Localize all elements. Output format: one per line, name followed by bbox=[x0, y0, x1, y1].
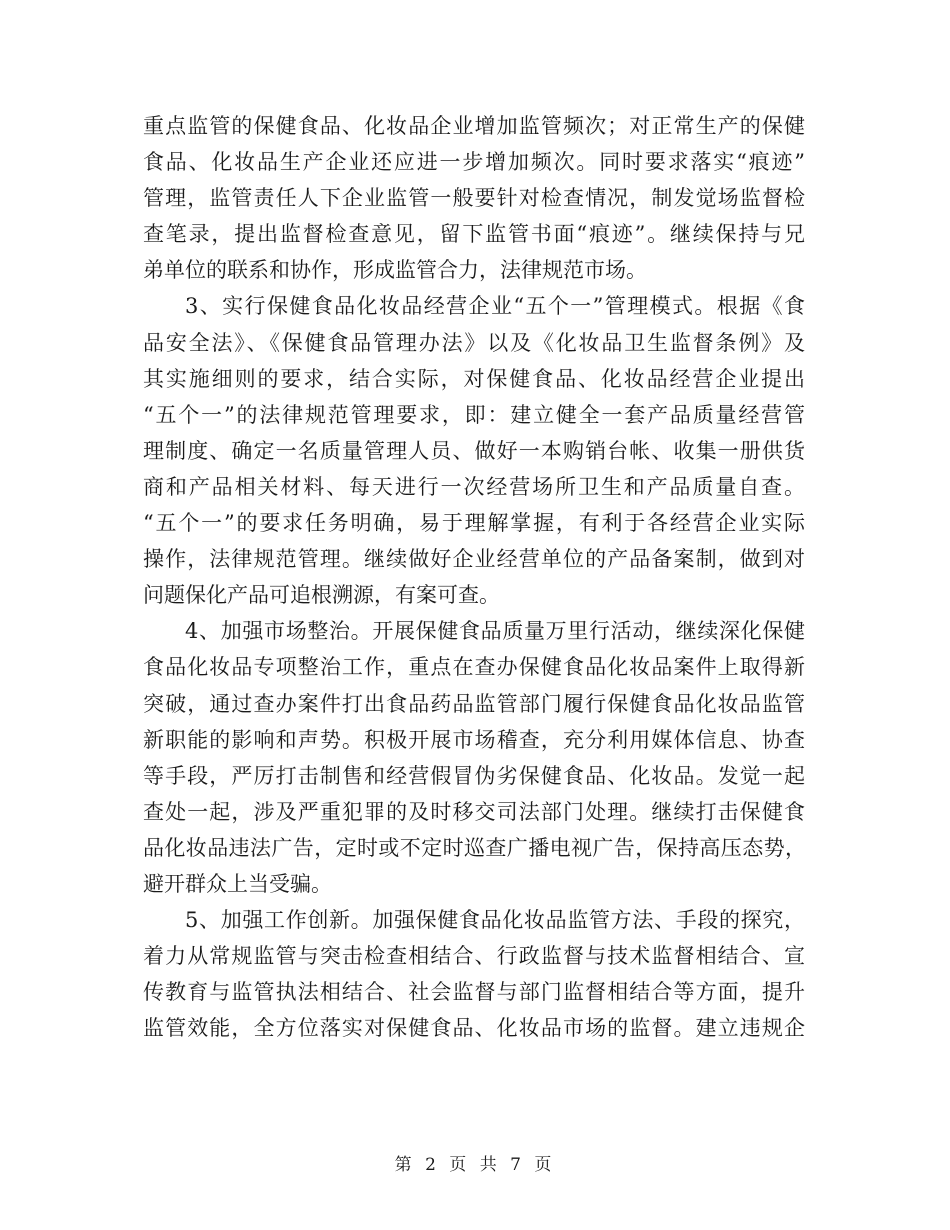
text-line: 着力从常规监管与突击检查相结合、行政监督与技术监督相结合、宣 bbox=[143, 944, 805, 969]
text-line: 弟单位的联系和协作，形成监管合力，法律规范市场。 bbox=[143, 258, 647, 283]
text-line: 传教育与监管执法相结合、社会监督与部门监督相结合等方面，提升 bbox=[143, 980, 805, 1005]
text-line: 管理，监管责任人下企业监管一般要针对检查情况，制发觉场监督检 bbox=[143, 186, 805, 211]
text-line: 品化妆品违法广告，定时或不定时巡查广播电视广告，保持高压态势， bbox=[143, 835, 805, 860]
text-line: “五个一”的要求任务明确，易于理解掌握，有利于各经营企业实际 bbox=[143, 511, 805, 536]
text-line: 重点监管的保健食品、化妆品企业增加监管频次；对正常生产的保健 bbox=[143, 114, 805, 138]
text-line: 食品、化妆品生产企业还应进一步增加频次。同时要求落实“痕迹” bbox=[143, 150, 805, 175]
text-line: 查处一起，涉及严重犯罪的及时移交司法部门处理。继续打击保健食 bbox=[143, 799, 805, 824]
text-line: 查笔录，提出监督检查意见，留下监管书面“痕迹”。继续保持与兄 bbox=[143, 222, 805, 247]
text-line: 新职能的影响和声势。积极开展市场稽查，充分利用媒体信息、协查 bbox=[143, 727, 805, 752]
page-number-footer: 第 2 页 共 7 页 bbox=[394, 1155, 556, 1175]
text-line: 问题保化产品可追根溯源，有案可查。 bbox=[143, 583, 500, 608]
text-line: 等手段，严厉打击制售和经营假冒伪劣保健食品、化妆品。发觉一起 bbox=[143, 763, 805, 788]
text-line: 其实施细则的要求，结合实际，对保健食品、化妆品经营企业提出 bbox=[143, 366, 805, 391]
text-line: 突破，通过查办案件打出食品药品监管部门履行保健食品化妆品监管 bbox=[143, 691, 805, 716]
text-line: 商和产品相关材料、每天进行一次经营场所卫生和产品质量自查。 bbox=[143, 474, 805, 499]
text-line: 避开群众上当受骗。 bbox=[143, 871, 332, 896]
paragraph-3-first-line: 3、实行保健食品化妆品经营企业“五个一”管理模式。根据《食 bbox=[185, 294, 805, 319]
paragraph-4-first-line: 4、加强市场整治。开展保健食品质量万里行活动，继续深化保健 bbox=[185, 619, 805, 644]
text-line: 监管效能，全方位落实对保健食品、化妆品市场的监督。建立违规企 bbox=[143, 1016, 805, 1041]
text-line: “五个一”的法律规范管理要求，即：建立健全一套产品质量经营管 bbox=[143, 402, 805, 427]
text-line: 食品化妆品专项整治工作，重点在查办保健食品化妆品案件上取得新 bbox=[143, 655, 805, 680]
paragraph-5-first-line: 5、加强工作创新。加强保健食品化妆品监管方法、手段的探究， bbox=[185, 908, 805, 933]
text-line: 操作，法律规范管理。继续做好企业经营单位的产品备案制，做到对 bbox=[143, 547, 805, 572]
text-line: 品安全法》、《保健食品管理办法》以及《化妆品卫生监督条例》及 bbox=[143, 330, 805, 355]
document-body bbox=[143, 108, 805, 1046]
text-line: 理制度、确定一名质量管理人员、做好一本购销台帐、收集一册供货 bbox=[143, 438, 805, 463]
